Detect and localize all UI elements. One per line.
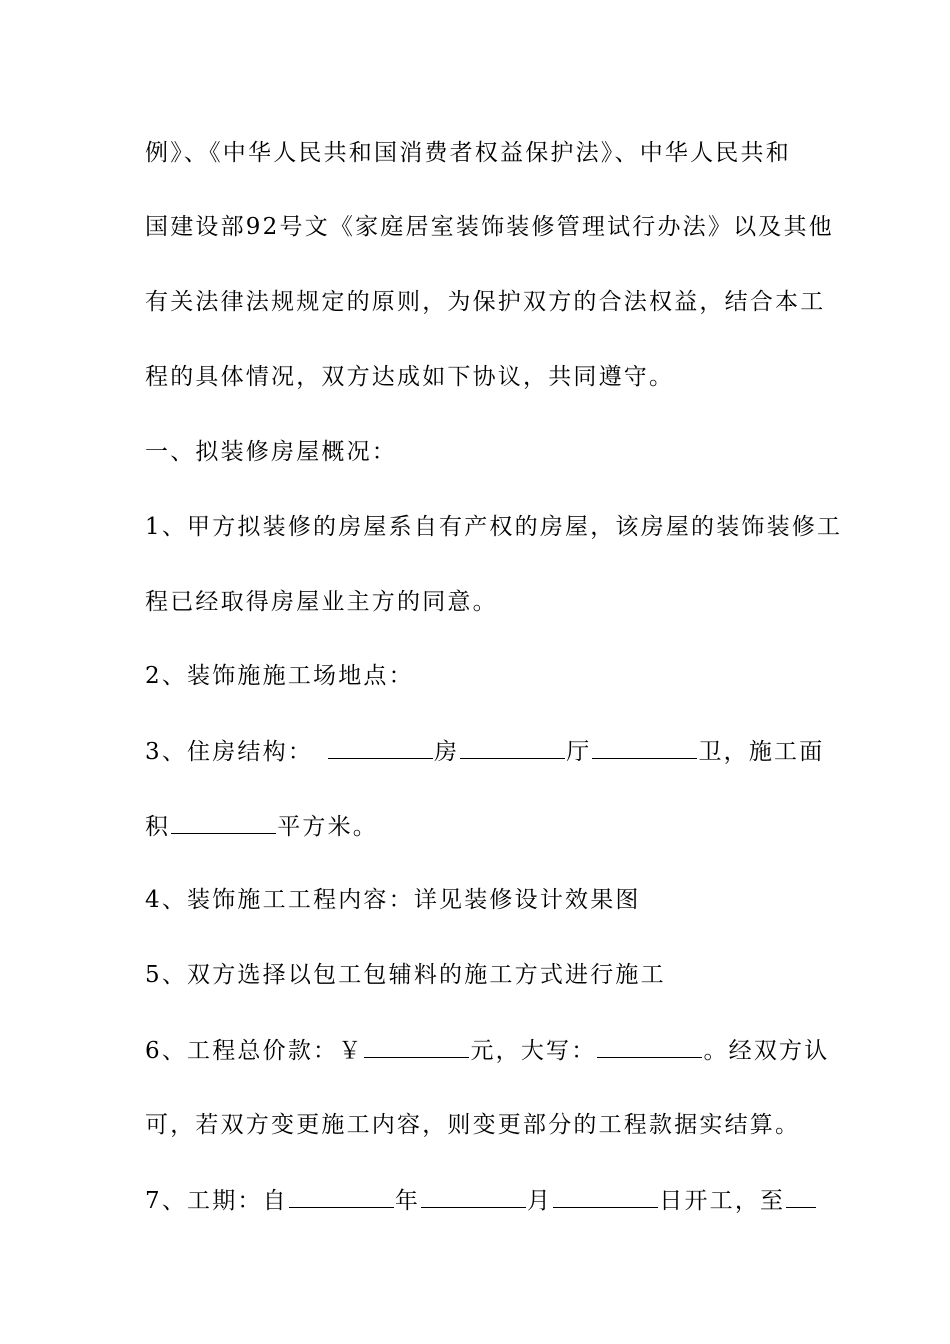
fill-in-blank[interactable] — [328, 736, 433, 759]
paragraph-line — [145, 362, 825, 392]
fill-in-blank[interactable] — [364, 1035, 469, 1058]
line-text: 5、双方选择以包工包辅料的施工方式进行施工 — [145, 962, 666, 988]
fill-in-blank[interactable] — [597, 1035, 702, 1058]
line-text: 积 — [145, 814, 171, 840]
line-text: 例》、《中华人民共和国消费者权益保护法》、中华人民共和 — [145, 140, 791, 166]
list-item — [145, 736, 825, 767]
paragraph-line — [145, 138, 825, 168]
line-text: 年 — [394, 1188, 421, 1214]
line-text: 元，大写： — [470, 1038, 597, 1064]
list-item — [145, 512, 843, 542]
line-text: 程已经取得房屋业主方的同意。 — [145, 589, 498, 615]
line-text: 厅 — [566, 739, 592, 765]
line-text: 。经双方认 — [703, 1038, 830, 1064]
line-text: 月 — [527, 1188, 553, 1214]
section-heading — [145, 437, 825, 467]
line-text: 7、工期：自 — [145, 1188, 288, 1214]
list-item — [145, 1185, 825, 1216]
line-text: 日开工，至 — [659, 1188, 786, 1214]
paragraph-line — [145, 212, 834, 242]
list-item — [145, 960, 825, 990]
paragraph-line — [145, 811, 825, 842]
line-text: 程的具体情况，双方达成如下协议，共同遵守。 — [145, 364, 675, 390]
fill-in-blank[interactable] — [786, 1185, 816, 1208]
list-item — [145, 661, 825, 691]
fill-in-blank[interactable] — [171, 811, 276, 834]
paragraph-line — [145, 1110, 825, 1140]
line-text: 6、工程总价款：￥ — [145, 1038, 364, 1064]
fill-in-blank[interactable] — [289, 1185, 394, 1208]
line-text: 卫，施工面 — [698, 739, 825, 765]
line-text: 房 — [434, 739, 460, 765]
line-text: 2、装饰施施工场地点： — [145, 663, 414, 689]
line-text: 平方米。 — [277, 814, 379, 840]
fill-in-blank[interactable] — [460, 736, 565, 759]
fill-in-blank[interactable] — [592, 736, 697, 759]
line-text: 1、甲方拟装修的房屋系自有产权的房屋，该房屋的装饰装修工 — [145, 514, 843, 540]
line-text: 有关法律法规规定的原则，为保护双方的合法权益，结合本工 — [145, 289, 826, 315]
heading-text: 一、拟装修房屋概况： — [145, 439, 397, 465]
line-text: 可，若双方变更施工内容，则变更部分的工程款据实结算。 — [145, 1112, 801, 1138]
paragraph-line — [145, 287, 825, 317]
list-item — [145, 1035, 830, 1066]
list-item — [145, 885, 825, 915]
line-text: 国建设部92号文《家庭居室装饰装修管理试行办法》以及其他 — [145, 214, 834, 240]
fill-in-blank[interactable] — [553, 1185, 658, 1208]
fill-in-blank[interactable] — [421, 1185, 526, 1208]
line-text: 3、住房结构： — [145, 739, 314, 765]
paragraph-line — [145, 587, 825, 617]
line-text: 4、装饰施工工程内容：详见装修设计效果图 — [145, 887, 641, 913]
